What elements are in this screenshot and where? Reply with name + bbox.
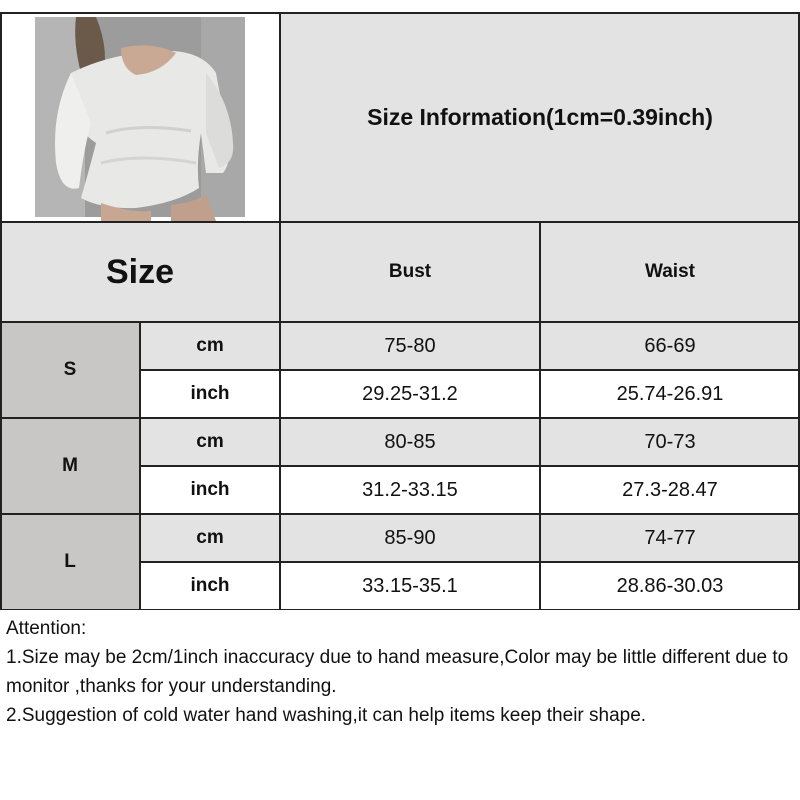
- dress-photo-illustration: [1, 13, 279, 221]
- bust-value-cell: [280, 562, 540, 610]
- title-cell: [280, 12, 800, 222]
- grid-line: [140, 369, 800, 371]
- grid-line: [0, 513, 800, 515]
- bust-value: 75-80: [384, 334, 436, 357]
- waist-value-cell: [540, 322, 800, 370]
- waist-value: 28.86-30.03: [616, 574, 724, 597]
- notes-heading: Attention:: [6, 618, 87, 639]
- table-row: [140, 418, 280, 466]
- size-header-cell: [0, 222, 280, 322]
- size-label: S: [63, 359, 77, 380]
- unit-label: cm: [196, 335, 224, 356]
- size-s-cell: [0, 322, 140, 418]
- waist-header: Waist: [645, 261, 695, 282]
- bust-value: 85-90: [384, 526, 436, 549]
- bust-value-cell: [280, 514, 540, 562]
- table-row: [140, 562, 280, 610]
- product-photo: [0, 12, 280, 222]
- waist-value-cell: [540, 466, 800, 514]
- bust-value: 29.25-31.2: [362, 382, 458, 405]
- waist-value-cell: [540, 418, 800, 466]
- bust-value-cell: [280, 322, 540, 370]
- grid-line: [279, 12, 281, 610]
- bust-value-cell: [280, 466, 540, 514]
- waist-header-cell: [540, 222, 800, 322]
- notes-line-2: 2.Suggestion of cold water hand washing,it can help items keep their shape.: [6, 705, 647, 726]
- grid-line: [0, 321, 800, 323]
- grid-line: [539, 222, 541, 610]
- bust-header: Bust: [388, 261, 432, 282]
- unit-label: cm: [196, 527, 224, 548]
- unit-label: inch: [190, 383, 230, 404]
- size-label: L: [64, 551, 76, 572]
- waist-value-cell: [540, 562, 800, 610]
- waist-value: 25.74-26.91: [616, 382, 724, 405]
- unit-label: cm: [196, 431, 224, 452]
- bust-value-cell: [280, 418, 540, 466]
- attention-notes: [0, 610, 800, 800]
- waist-value-cell: [540, 370, 800, 418]
- waist-value: 74-77: [644, 526, 696, 549]
- waist-value: 27.3-28.47: [622, 478, 718, 501]
- size-header: Size: [105, 252, 175, 291]
- table-row: [140, 322, 280, 370]
- notes-line-1: 1.Size may be 2cm/1inch inaccuracy due to hand measure,Color may be little different due to monitor ,thanks for your understanding.: [6, 647, 789, 697]
- waist-value: 70-73: [644, 430, 696, 453]
- grid-line: [140, 561, 800, 563]
- size-l-cell: [0, 514, 140, 610]
- size-label: M: [62, 455, 78, 476]
- grid-line: [140, 465, 800, 467]
- bust-value-cell: [280, 370, 540, 418]
- page-title: Size Information(1cm=0.39inch): [367, 103, 713, 130]
- bust-value: 80-85: [384, 430, 436, 453]
- grid-line: [139, 322, 141, 610]
- table-row: [140, 370, 280, 418]
- grid-line: [0, 417, 800, 419]
- grid-line: [0, 221, 800, 223]
- waist-value-cell: [540, 514, 800, 562]
- grid-line: [0, 12, 800, 14]
- table-row: [140, 514, 280, 562]
- bust-value: 31.2-33.15: [362, 478, 458, 501]
- size-m-cell: [0, 418, 140, 514]
- bust-header-cell: [280, 222, 540, 322]
- unit-label: inch: [190, 479, 230, 500]
- waist-value: 66-69: [644, 334, 696, 357]
- bust-value: 33.15-35.1: [362, 574, 458, 597]
- table-row: [140, 466, 280, 514]
- unit-label: inch: [190, 575, 230, 596]
